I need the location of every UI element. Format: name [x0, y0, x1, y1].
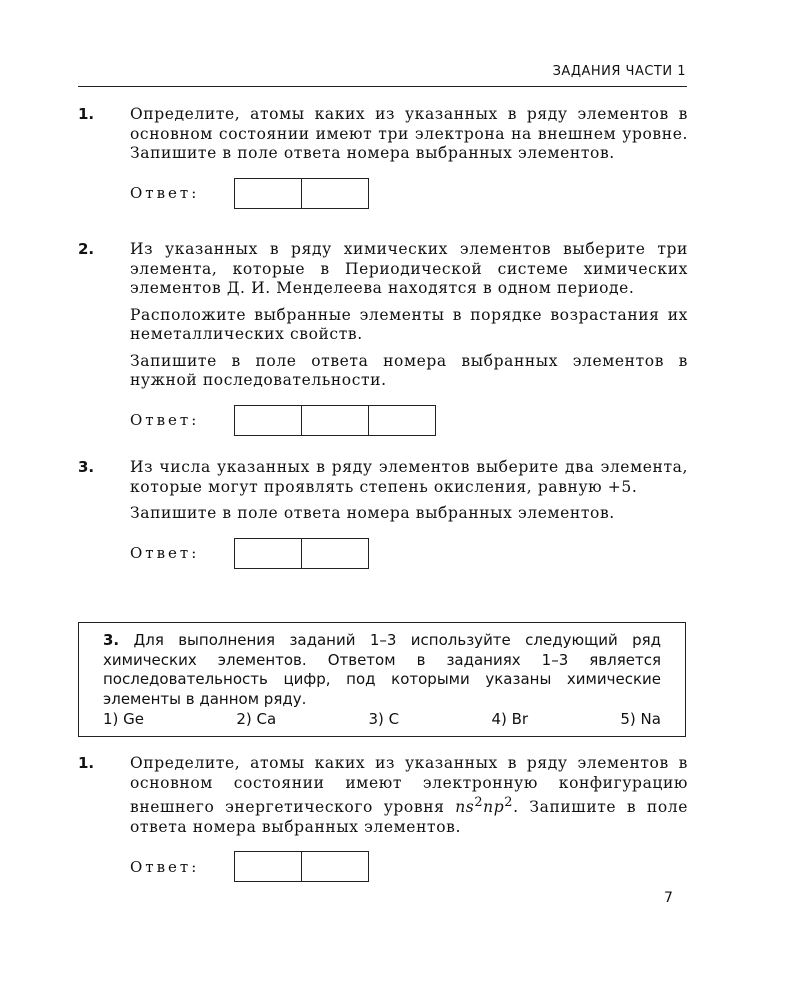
answer-cell[interactable] [368, 406, 435, 435]
answer-cell[interactable] [301, 179, 368, 208]
answer-label: Ответ: [130, 411, 200, 429]
element-item: 1) Ge [103, 710, 145, 728]
element-item: 2) Ca [236, 710, 277, 728]
element-list [103, 710, 661, 730]
answer-cell[interactable] [301, 539, 368, 568]
element-item: 3) C [368, 710, 400, 728]
task-2 [78, 240, 688, 436]
answer-label: Ответ: [130, 857, 200, 876]
answer-field[interactable] [234, 178, 369, 209]
answer-cell[interactable] [235, 179, 301, 208]
answer-row [130, 538, 688, 569]
answer-cell[interactable] [301, 852, 368, 881]
answer-field[interactable] [234, 405, 436, 436]
task-text: Из указанных в ряду химических элементов выберите три элемента, которые в Периодической системе химических элементов Д. И. Менделеева находятся в одном периоде. [130, 240, 688, 297]
answer-field[interactable] [234, 851, 369, 882]
answer-cell[interactable] [301, 406, 368, 435]
task-text: Запишите в поле ответа номера выбранных элементов. [130, 504, 615, 522]
task-1 [78, 105, 688, 209]
electron-configuration-formula: $ns^2np^2$. [455, 795, 519, 817]
answer-cell[interactable] [235, 852, 301, 881]
answer-row [130, 851, 688, 882]
task-text-instruction: Запишите в поле ответа номера выбранных элементов. [130, 798, 689, 836]
answer-label: Ответ: [130, 184, 200, 202]
task-3 [78, 458, 688, 569]
instruction-number: 3. [103, 631, 120, 649]
task-text: Определите, атомы каких из указанных в ряду элементов в основном состоянии имеют три электрона на внешнем уровне. Запишите в поле ответа номера выбранных элементов. [130, 105, 688, 162]
task-number: 1. [78, 105, 95, 123]
instruction-text [103, 631, 661, 709]
task-number: 2. [78, 240, 95, 258]
task-number: 1. [78, 754, 95, 772]
task-1-block-2 [78, 754, 688, 882]
answer-cell[interactable] [235, 539, 301, 568]
running-header: ЗАДАНИЯ ЧАСТИ 1 [552, 64, 686, 79]
answer-row [130, 405, 688, 436]
answer-label: Ответ: [130, 544, 200, 562]
answer-cell[interactable] [235, 406, 301, 435]
task-number: 3. [78, 458, 95, 476]
answer-field[interactable] [234, 538, 369, 569]
task-text: Из числа указанных в ряду элементов выберите два элемента, которые могут проявлять степень окисления, равную +5. [130, 458, 688, 496]
element-item: 5) Na [620, 710, 661, 728]
instruction-body: Для выполнения заданий 1–3 используйте следующий ряд химических элементов. Ответом в заданиях 1–3 является последовательность цифр, под которыми указаны химические элементы в данном ряду. [103, 631, 661, 708]
task-text: Запишите в поле ответа номера выбранных элементов в нужной последовательности. [130, 351, 688, 389]
task-text-main: Определите, атомы каких из указанных в ряду элементов в основном состоянии имеют электронную конфигурацию внешнего энергетического уровня [130, 754, 688, 817]
page-number: 7 [664, 890, 673, 906]
instruction-box [78, 622, 686, 737]
header-rule [78, 86, 687, 87]
task-text: Расположите выбранные элементы в порядке возрастания их неметаллических свойств. [130, 305, 688, 343]
element-item: 4) Br [491, 710, 529, 728]
task-text [130, 754, 688, 837]
answer-row [130, 178, 688, 209]
